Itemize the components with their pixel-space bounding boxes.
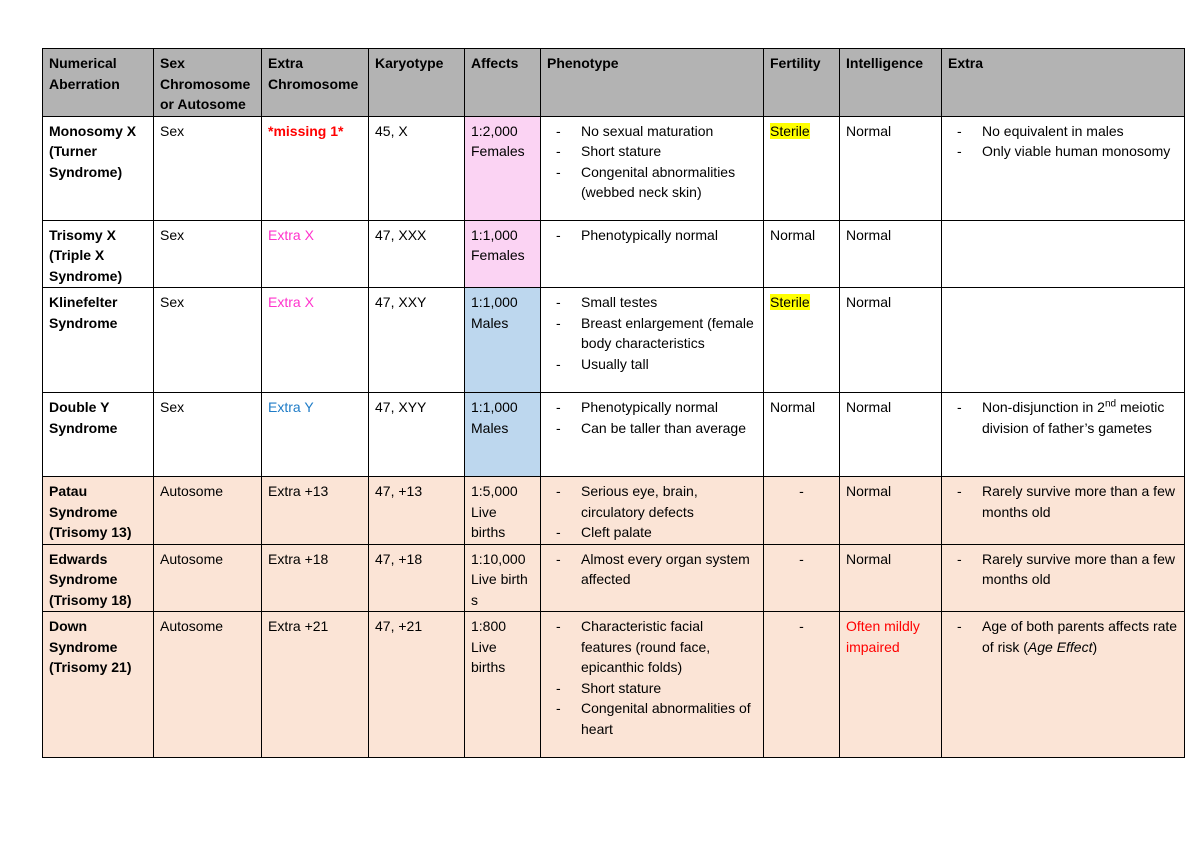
header-cell: Affects (465, 49, 541, 117)
karyotype-cell: 45, X (369, 116, 465, 220)
phenotype-cell (541, 288, 764, 393)
aberration-cell: Patau Syndrome (Trisomy 13) (43, 477, 154, 545)
aberration-cell: Double Y Syndrome (43, 393, 154, 477)
type-cell: Sex (154, 220, 262, 288)
list-item (948, 616, 1178, 657)
intelligence-cell: Normal (840, 393, 942, 477)
list-item (948, 397, 1178, 438)
list-item: - Cleft palate (547, 522, 757, 543)
intelligence-cell: Normal (840, 288, 942, 393)
type-cell: Sex (154, 393, 262, 477)
fertility-highlight: Sterile (770, 294, 810, 310)
list-item: - Short stature (547, 141, 757, 162)
extra-chromosome-cell: Extra +18 (262, 544, 369, 612)
affects-cell: 1:5,000 Live births (465, 477, 541, 545)
phenotype-cell (541, 220, 764, 288)
extra-cell (942, 288, 1185, 393)
aberration-cell: Klinefelter Syndrome (43, 288, 154, 393)
phenotype-cell (541, 612, 764, 758)
aberration-cell: Trisomy X (Triple X Syndrome) (43, 220, 154, 288)
phenotype-cell (541, 393, 764, 477)
header-cell: Intelligence (840, 49, 942, 117)
extra-chromosome-cell: Extra Y (262, 393, 369, 477)
intelligence-cell: Normal (840, 220, 942, 288)
list-item: - Only viable human monosomy (948, 141, 1178, 162)
karyotype-cell: 47, XXY (369, 288, 465, 393)
extra-chromosome-cell: Extra X (262, 288, 369, 393)
affects-cell: 1:10,000 Live births (465, 544, 541, 612)
table-row (43, 477, 1185, 545)
list-item: - Breast enlargement (female body characteristics (547, 313, 757, 354)
list-item: - Phenotypically normal (547, 397, 757, 418)
list-item: - Serious eye, brain, circulatory defects (547, 481, 757, 522)
phenotype-cell (541, 477, 764, 545)
karyotype-cell: 47, XYY (369, 393, 465, 477)
fertility-cell: Normal (764, 393, 840, 477)
karyotype-cell: 47, +18 (369, 544, 465, 612)
phenotype-cell (541, 544, 764, 612)
list-item: - Rarely survive more than a few months old (948, 549, 1178, 590)
list-item: - No sexual maturation (547, 121, 757, 142)
header-cell: Extra (942, 49, 1185, 117)
header-cell: Extra Chromosome (262, 49, 369, 117)
header-row (43, 49, 1185, 117)
list-item: - Characteristic facial features (round face, epicanthic folds) (547, 616, 757, 678)
list-item: - Congenital abnormalities of heart (547, 698, 757, 739)
fertility-cell: - (764, 612, 840, 758)
header-cell: Phenotype (541, 49, 764, 117)
list-item: - No equivalent in males (948, 121, 1178, 142)
extra-cell (942, 477, 1185, 545)
type-cell: Sex (154, 116, 262, 220)
affects-cell: 1:2,000 Females (465, 116, 541, 220)
list-item: - Small testes (547, 292, 757, 313)
header-cell: Fertility (764, 49, 840, 117)
table-row (43, 116, 1185, 220)
header-cell: Sex Chromosome or Autosome (154, 49, 262, 117)
extra-text: ) (1092, 638, 1098, 655)
affects-cell: 1:800 Live births (465, 612, 541, 758)
karyotype-cell: 47, +21 (369, 612, 465, 758)
list-item: - Congenital abnormalities (webbed neck skin) (547, 162, 757, 203)
fertility-cell: Normal (764, 220, 840, 288)
extra-chromosome-cell: *missing 1* (262, 116, 369, 220)
list-item: - Can be taller than average (547, 418, 757, 439)
extra-chromosome-cell: Extra X (262, 220, 369, 288)
fertility-cell: - (764, 544, 840, 612)
header-cell: Numerical Aberration (43, 49, 154, 117)
extra-text: Non-disjunction in 2 (982, 399, 1105, 415)
extra-chromosome-cell: Extra +21 (262, 612, 369, 758)
aberration-table (42, 48, 1185, 758)
affects-cell: 1:1,000 Males (465, 288, 541, 393)
type-cell: Autosome (154, 477, 262, 545)
extra-text: Age of both parents affects rate of risk ( (982, 618, 1178, 655)
phenotype-cell (541, 116, 764, 220)
table-row (43, 288, 1185, 393)
list-item: - Rarely survive more than a few months old (948, 481, 1178, 522)
aberration-cell: Edwards Syndrome (Trisomy 18) (43, 544, 154, 612)
list-item: - Phenotypically normal (547, 225, 757, 246)
table-row (43, 612, 1185, 758)
karyotype-cell: 47, +13 (369, 477, 465, 545)
intelligence-cell: Often mildly impaired (840, 612, 942, 758)
fertility-highlight: Sterile (770, 122, 810, 139)
extra-text: meiotic division of father’s gametes (982, 399, 1165, 436)
affects-cell: 1:1,000 Males (465, 393, 541, 477)
intelligence-cell: Normal (840, 116, 942, 220)
type-cell: Autosome (154, 612, 262, 758)
table-row (43, 220, 1185, 288)
affects-cell: 1:1,000 Females (465, 220, 541, 288)
header-cell: Karyotype (369, 49, 465, 117)
list-item: - Almost every organ system affected (547, 549, 757, 590)
list-item: - Short stature (547, 678, 757, 699)
extra-cell (942, 393, 1185, 477)
list-item: - Usually tall (547, 354, 757, 375)
extra-cell (942, 612, 1185, 758)
table-row (43, 393, 1185, 477)
table-row (43, 544, 1185, 612)
extra-cell (942, 544, 1185, 612)
aberration-cell: Monosomy X (Turner Syndrome) (43, 116, 154, 220)
fertility-cell (764, 116, 840, 220)
ordinal-suffix: nd (1104, 398, 1117, 410)
extra-emphasis: Age Effect (1027, 638, 1093, 655)
type-cell: Sex (154, 288, 262, 393)
aberration-cell: Down Syndrome (Trisomy 21) (43, 612, 154, 758)
extra-cell (942, 116, 1185, 220)
fertility-cell: - (764, 477, 840, 545)
intelligence-cell: Normal (840, 477, 942, 545)
extra-chromosome-cell: Extra +13 (262, 477, 369, 545)
extra-cell (942, 220, 1185, 288)
karyotype-cell: 47, XXX (369, 220, 465, 288)
intelligence-cell: Normal (840, 544, 942, 612)
fertility-cell (764, 288, 840, 393)
type-cell: Autosome (154, 544, 262, 612)
